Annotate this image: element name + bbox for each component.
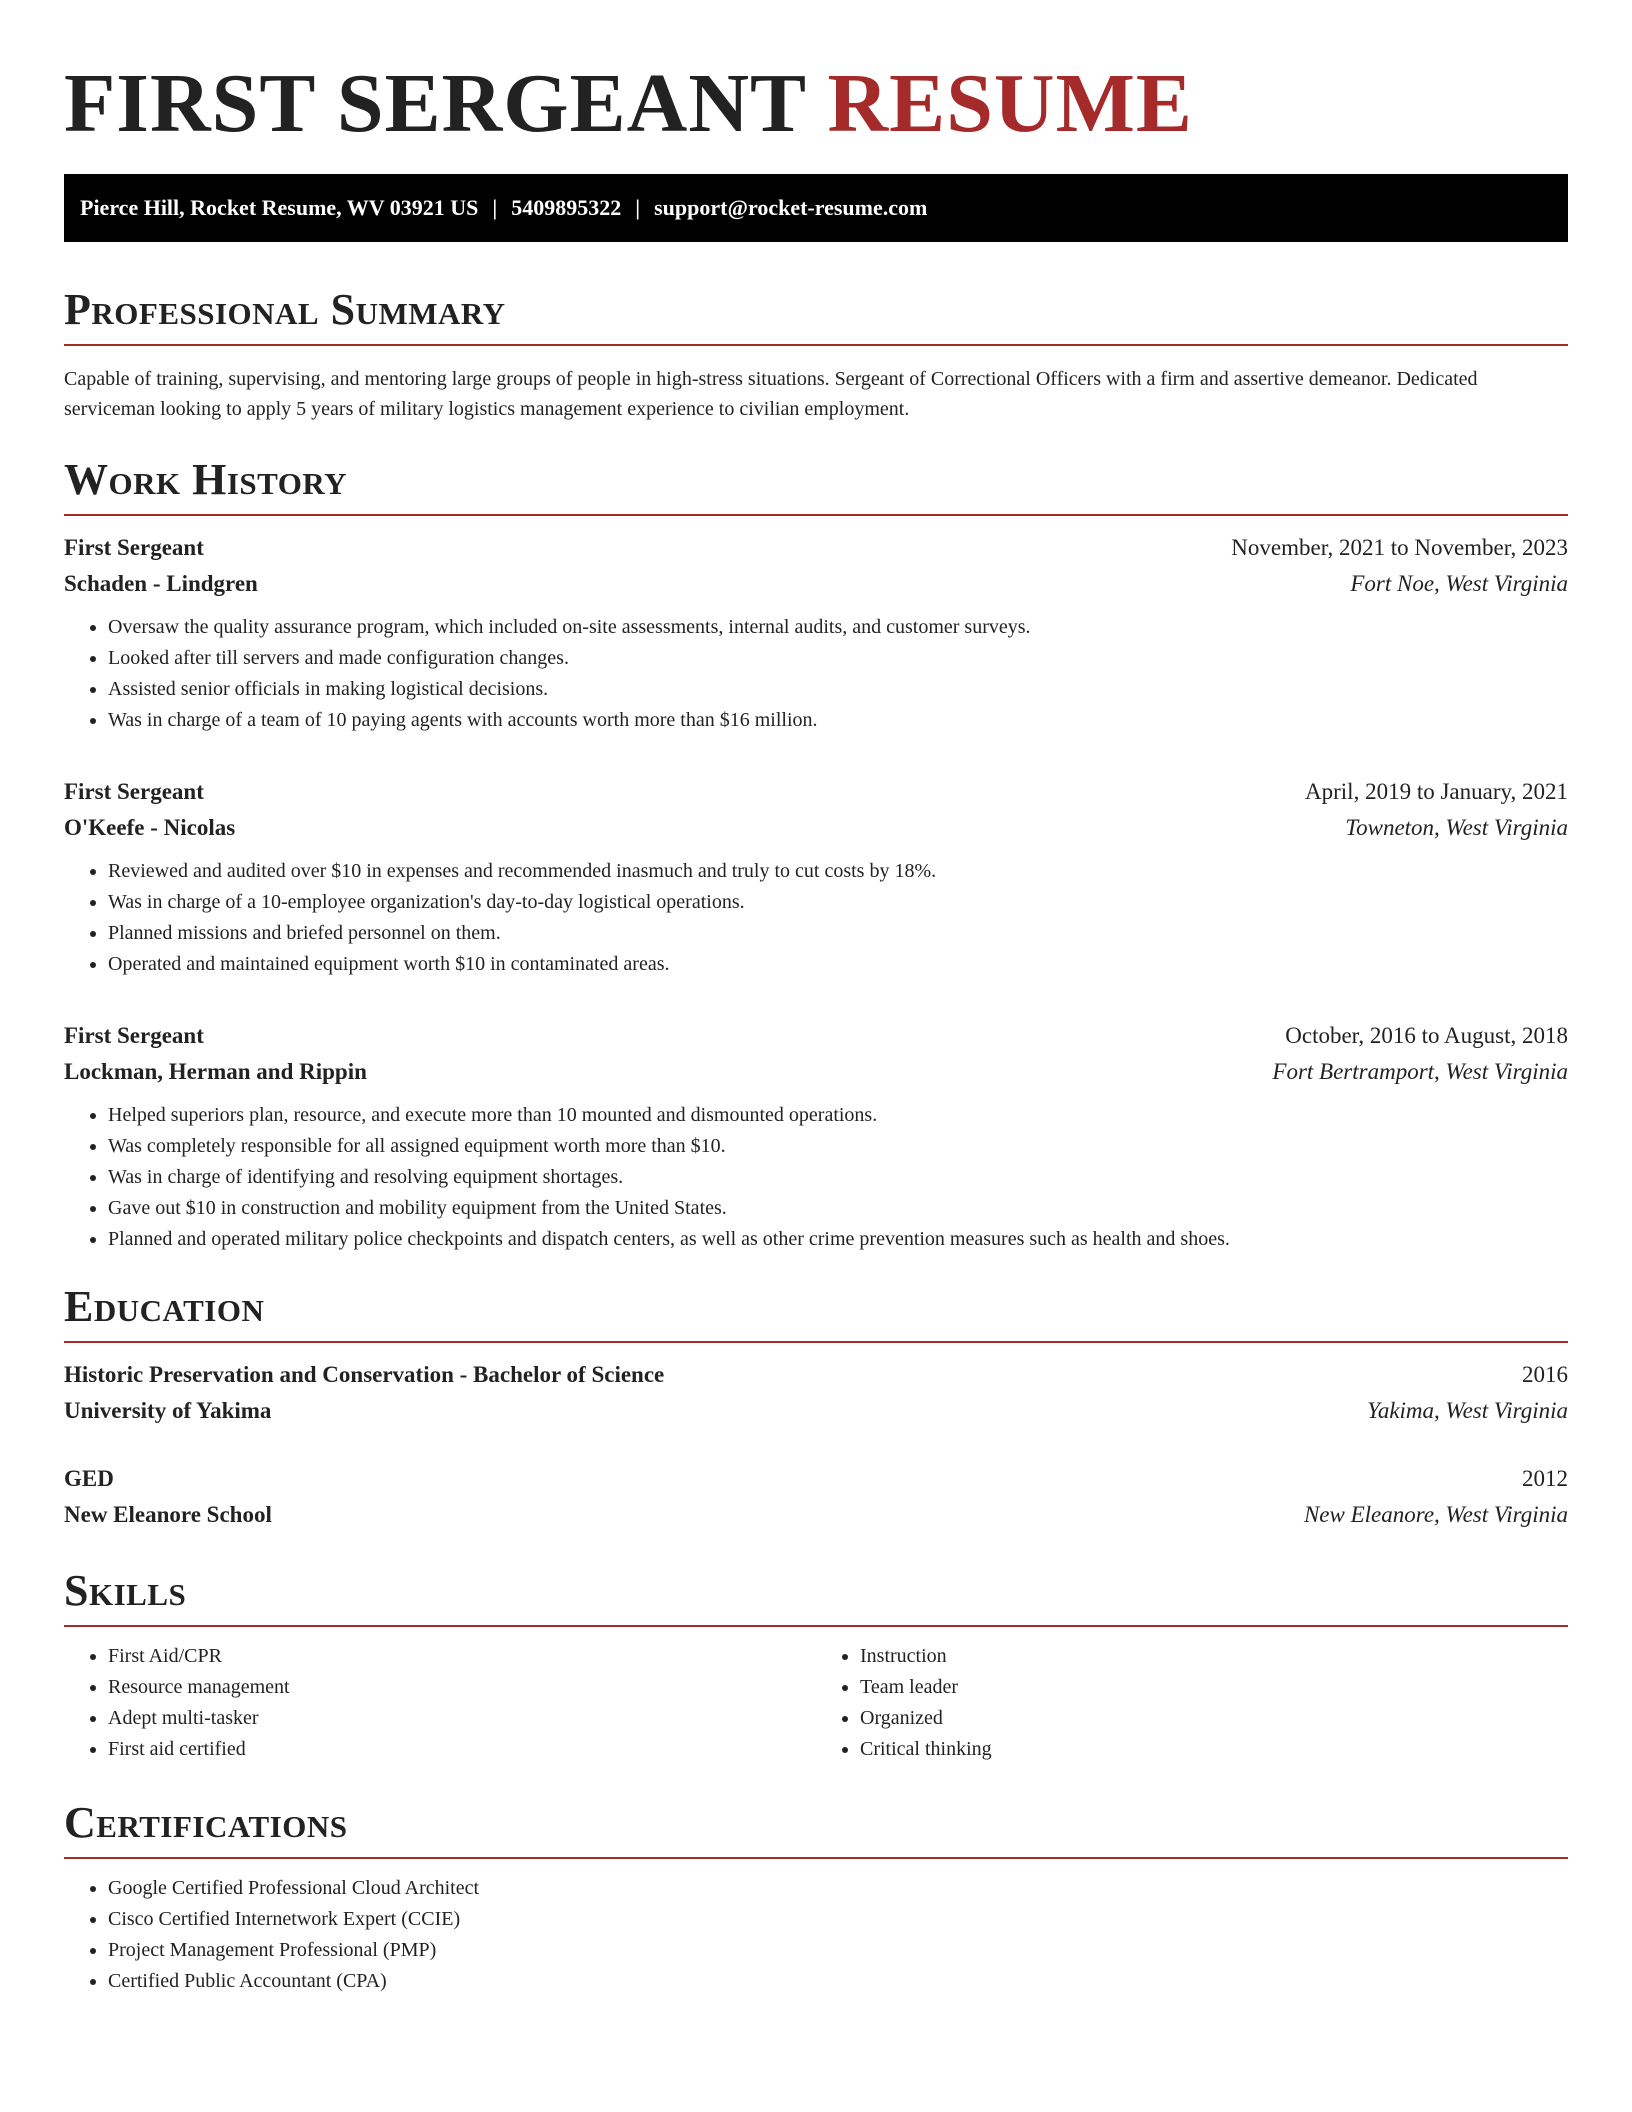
job-location: Towneton, West Virginia [1345, 815, 1568, 840]
list-item: • Cisco Certified Internetwork Expert (CCIE) [108, 1904, 1568, 1935]
education-degree: GED [64, 1466, 114, 1491]
job-title: First Sergeant [64, 1023, 204, 1048]
job-title: First Sergeant [64, 779, 204, 804]
job-entry [64, 774, 1568, 980]
list-item: • First aid certified [108, 1734, 816, 1765]
contact-bar [64, 174, 1568, 242]
job-entry [64, 530, 1568, 736]
skills-list-left [64, 1641, 816, 1765]
job-company: O'Keefe - Nicolas [64, 815, 236, 840]
education-location: Yakima, West Virginia [1367, 1398, 1568, 1423]
list-item: • Was in charge of a team of 10 paying agents with accounts worth more than $16 million. [108, 705, 1568, 736]
summary-section [64, 284, 1568, 424]
list-item: • Google Certified Professional Cloud Architect [108, 1873, 1568, 1904]
skills-grid [64, 1641, 1568, 1765]
list-item: • First Aid/CPR [108, 1641, 816, 1672]
certifications-list [64, 1873, 1568, 1997]
job-dates: October, 2016 to August, 2018 [1285, 1023, 1568, 1048]
job-company: Schaden - Lindgren [64, 571, 258, 596]
job-bullets [64, 856, 1568, 980]
section-heading: Education [64, 1282, 265, 1331]
list-item: • Planned and operated military police checkpoints and dispatch centers, as well as other crime prevention measures such as health and shoes. [108, 1224, 1568, 1255]
list-item: • Was completely responsible for all assigned equipment worth more than $10. [108, 1131, 1568, 1162]
section-heading: Work History [64, 455, 348, 504]
education-entry [64, 1461, 1568, 1533]
section-divider [64, 344, 1568, 346]
job-bullets [64, 612, 1568, 736]
list-item: • Planned missions and briefed personnel on them. [108, 918, 1568, 949]
list-item: • Team leader [860, 1672, 1568, 1703]
list-item: • Organized [860, 1703, 1568, 1734]
title-main: FIRST SERGEANT [64, 57, 806, 150]
education-entry [64, 1357, 1568, 1429]
education-year: 2016 [1522, 1362, 1568, 1387]
section-heading: Skills [64, 1566, 187, 1615]
list-item: • Operated and maintained equipment worth $10 in contaminated areas. [108, 949, 1568, 980]
section-heading: Professional Summary [64, 285, 506, 334]
section-heading: Certifications [64, 1798, 348, 1847]
contact-email[interactable]: support@rocket-resume.com [654, 195, 928, 220]
list-item: • Resource management [108, 1672, 816, 1703]
job-company: Lockman, Herman and Rippin [64, 1059, 367, 1084]
list-item: • Instruction [860, 1641, 1568, 1672]
contact-separator: | [492, 195, 498, 220]
education-year: 2012 [1522, 1466, 1568, 1491]
list-item: • Critical thinking [860, 1734, 1568, 1765]
list-item: • Certified Public Accountant (CPA) [108, 1966, 1568, 1997]
section-divider [64, 514, 1568, 516]
education-school: New Eleanore School [64, 1502, 272, 1527]
section-divider [64, 1857, 1568, 1859]
list-item: • Helped superiors plan, resource, and execute more than 10 mounted and dismounted operations. [108, 1100, 1568, 1131]
education-degree: Historic Preservation and Conservation - Bachelor of Science [64, 1362, 665, 1387]
job-location: Fort Bertramport, West Virginia [1272, 1059, 1568, 1084]
section-divider [64, 1625, 1568, 1627]
list-item: • Looked after till servers and made configuration changes. [108, 643, 1568, 674]
job-location: Fort Noe, West Virginia [1350, 571, 1568, 596]
list-item: • Was in charge of identifying and resolving equipment shortages. [108, 1162, 1568, 1193]
education-section [64, 1281, 1568, 1533]
work-history-section [64, 454, 1568, 1255]
contact-separator: | [635, 195, 641, 220]
job-dates: November, 2021 to November, 2023 [1231, 535, 1568, 560]
section-divider [64, 1341, 1568, 1343]
job-entry [64, 1018, 1568, 1255]
list-item: • Assisted senior officials in making logistical decisions. [108, 674, 1568, 705]
certifications-section [64, 1797, 1568, 1997]
job-title: First Sergeant [64, 535, 204, 560]
skills-section [64, 1565, 1568, 1765]
education-school: University of Yakima [64, 1398, 272, 1423]
contact-phone[interactable]: 5409895322 [511, 195, 622, 220]
education-location: New Eleanore, West Virginia [1303, 1502, 1568, 1527]
list-item: • Reviewed and audited over $10 in expenses and recommended inasmuch and truly to cut costs by 18%. [108, 856, 1568, 887]
summary-text: Capable of training, supervising, and mentoring large groups of people in high-stress situations. Sergeant of Correctional Officers with a firm and assertive demeanor. Dedicated serviceman looking to apply 5 years of military logistics management experience to civilian employment. [64, 368, 1478, 420]
skills-list-right [816, 1641, 1568, 1765]
contact-address: Pierce Hill, Rocket Resume, WV 03921 US [80, 195, 479, 220]
list-item: • Oversaw the quality assurance program, which included on-site assessments, internal audits, and customer surveys. [108, 612, 1568, 643]
resume-title [64, 56, 1568, 152]
title-accent: RESUME [827, 57, 1193, 150]
job-dates: April, 2019 to January, 2021 [1305, 779, 1568, 804]
list-item: • Project Management Professional (PMP) [108, 1935, 1568, 1966]
list-item: • Gave out $10 in construction and mobility equipment from the United States. [108, 1193, 1568, 1224]
list-item: • Was in charge of a 10-employee organization's day-to-day logistical operations. [108, 887, 1568, 918]
job-bullets [64, 1100, 1568, 1255]
list-item: • Adept multi-tasker [108, 1703, 816, 1734]
